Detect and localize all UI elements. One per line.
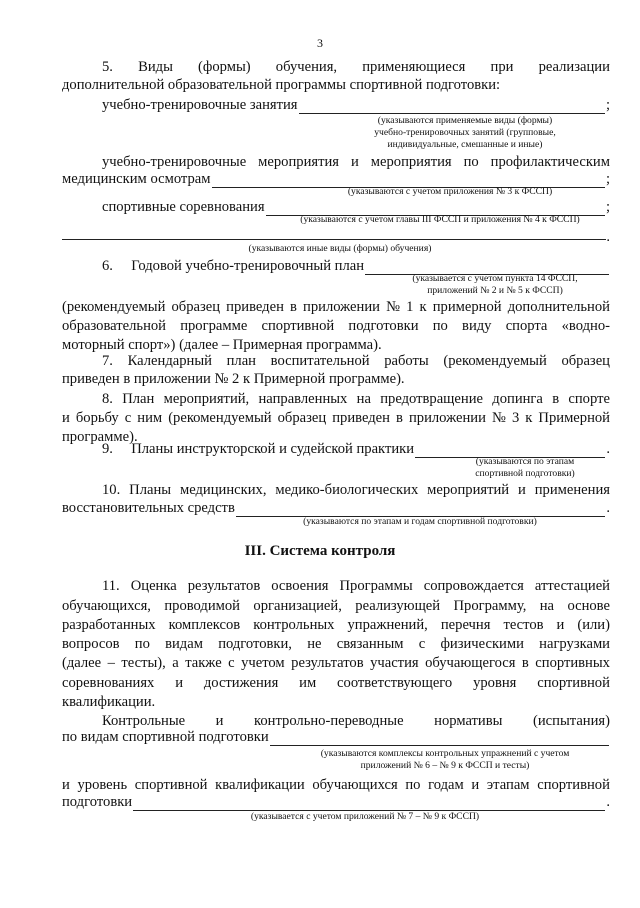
word: образец bbox=[171, 299, 221, 315]
word: соответствующего bbox=[337, 675, 453, 691]
practice-label: 9. Планы инструкторской и судейской практики bbox=[102, 441, 415, 457]
word: Программу, bbox=[453, 598, 527, 614]
practice-note-2: спортивной подготовки) bbox=[475, 468, 575, 479]
word: по bbox=[134, 636, 150, 652]
word: комплексов bbox=[168, 617, 241, 633]
word: по bbox=[463, 154, 479, 170]
norm-label: по видам спортивной подготовки bbox=[62, 729, 269, 745]
word: применения bbox=[534, 482, 610, 498]
word: допинга bbox=[492, 391, 543, 407]
word: к bbox=[525, 410, 533, 426]
word: уровня bbox=[473, 675, 517, 691]
word: работы bbox=[384, 353, 429, 369]
section11-line4 bbox=[62, 635, 610, 653]
word: спортивной bbox=[537, 777, 610, 793]
word: с bbox=[228, 655, 235, 671]
utz-note-2: учебно-тренировочных занятий (групповые, bbox=[374, 127, 556, 138]
word: и bbox=[350, 154, 359, 170]
section-heading: III. Система контроля bbox=[244, 543, 396, 559]
word: воспитательной bbox=[270, 353, 370, 369]
level-line bbox=[62, 776, 610, 794]
recovery-label: восстановительных средств bbox=[62, 500, 235, 516]
word: тесты), bbox=[121, 655, 166, 671]
comp-label: спортивные соревнования bbox=[102, 199, 265, 215]
section6-line2 bbox=[62, 317, 610, 335]
section8-line1 bbox=[62, 390, 610, 408]
word: план bbox=[226, 353, 256, 369]
word: (рекомендуемый bbox=[443, 353, 547, 369]
word: подготовки, bbox=[218, 636, 292, 652]
plan-note-1: (указывается с учетом пункта 14 ФССП, bbox=[412, 273, 578, 284]
word: Программы bbox=[339, 578, 413, 594]
section11-line3 bbox=[62, 616, 610, 634]
word: контрольно-переводные bbox=[254, 713, 404, 729]
word: Примерной bbox=[538, 410, 610, 426]
word: обучения, bbox=[275, 59, 338, 75]
word: приложении bbox=[408, 410, 486, 426]
word: спортивной bbox=[134, 777, 208, 793]
word: основе bbox=[567, 598, 610, 614]
word: приведен bbox=[226, 299, 284, 315]
word: (испытания) bbox=[533, 713, 610, 729]
word: достижения bbox=[203, 675, 279, 691]
word: 5. bbox=[102, 59, 113, 75]
norm-field-line bbox=[62, 728, 610, 746]
word: 11. bbox=[102, 578, 120, 594]
word: № bbox=[386, 299, 401, 315]
comp-end: ; bbox=[605, 199, 610, 215]
word: а bbox=[172, 655, 179, 671]
word: к bbox=[419, 299, 427, 315]
word: соревнованиях bbox=[62, 675, 155, 691]
utz-blank bbox=[299, 100, 605, 114]
word: им bbox=[299, 675, 317, 691]
word: по bbox=[432, 318, 448, 334]
word: спортивных bbox=[535, 655, 610, 671]
word: мероприятия bbox=[370, 154, 452, 170]
word: и bbox=[62, 410, 70, 426]
word: годам bbox=[428, 777, 464, 793]
word: «водно- bbox=[561, 318, 610, 334]
word: 8. bbox=[102, 391, 113, 407]
section10-line1 bbox=[62, 481, 610, 499]
word: 1 bbox=[406, 299, 414, 315]
word: аттестацией bbox=[534, 578, 610, 594]
word: примерной bbox=[432, 299, 502, 315]
section6-line3: моторный спорт») (далее – Примерная программа). bbox=[62, 337, 382, 353]
word: – bbox=[107, 655, 115, 671]
section11-line2 bbox=[62, 597, 610, 615]
section5-line2: дополнительной образовательной программы спортивной подготовки: bbox=[62, 77, 501, 93]
utz-end: ; bbox=[605, 97, 610, 113]
word: приведен bbox=[332, 410, 390, 426]
word: реализующей bbox=[355, 598, 441, 614]
word: упражнений, bbox=[347, 617, 428, 633]
norm-note-2: приложений № 6 – № 9 к ФССП и тесты) bbox=[360, 760, 530, 771]
word: при bbox=[490, 59, 514, 75]
word: учетом bbox=[241, 655, 285, 671]
word: Планы bbox=[129, 482, 172, 498]
word: спортивной bbox=[261, 318, 335, 334]
word: нормативы bbox=[434, 713, 503, 729]
level-field-line bbox=[62, 793, 610, 811]
section5-line1 bbox=[62, 58, 610, 76]
section11-line6 bbox=[62, 674, 610, 692]
word: и bbox=[471, 777, 480, 793]
utz-label: учебно-тренировочные занятия bbox=[102, 97, 298, 113]
word: и bbox=[175, 675, 184, 691]
word: не bbox=[307, 636, 322, 652]
level-note: (указывается с учетом приложений № 7 – № 9 к ФССП) bbox=[250, 811, 480, 822]
word: Контрольные bbox=[102, 713, 186, 729]
word: спорте bbox=[568, 391, 610, 407]
plan-note-2: приложений № 2 и № 5 к ФССП) bbox=[427, 285, 563, 296]
word: и bbox=[556, 617, 565, 633]
word: в bbox=[552, 391, 560, 407]
plan-label: 6. Годовой учебно-тренировочный план bbox=[102, 258, 365, 274]
word: программе bbox=[180, 318, 248, 334]
word: в bbox=[521, 655, 529, 671]
word: учебно-тренировочные bbox=[102, 154, 247, 170]
word: обучающегося bbox=[425, 655, 516, 671]
word: профилактическим bbox=[490, 154, 610, 170]
utz-note-3: индивидуальные, смешанные и иные) bbox=[387, 139, 543, 150]
word: № bbox=[491, 410, 506, 426]
word: обучающихся, bbox=[62, 598, 151, 614]
word: (формы) bbox=[198, 59, 251, 75]
other-note: (указываются иные виды (формы) обучения) bbox=[248, 243, 432, 254]
word: дополнительной bbox=[507, 299, 610, 315]
word: (рекомендуемый bbox=[168, 410, 272, 426]
word: тестов bbox=[503, 617, 544, 633]
word: виду bbox=[462, 318, 492, 334]
utz-field-line bbox=[62, 96, 610, 114]
section11-line5 bbox=[62, 654, 610, 672]
word: направленных bbox=[258, 391, 348, 407]
word: 3 bbox=[511, 410, 520, 426]
section11-line7: квалификации. bbox=[62, 694, 156, 710]
word: (рекомендуемый bbox=[62, 299, 166, 315]
page-number: 3 bbox=[317, 36, 323, 50]
norm-note-1: (указываются комплексы контрольных упражнений с учетом bbox=[320, 748, 570, 759]
word: связанным bbox=[336, 636, 404, 652]
word: мероприятий, bbox=[163, 391, 250, 407]
word: уровень bbox=[77, 777, 128, 793]
word: результатов bbox=[291, 655, 364, 671]
word: подготовки bbox=[348, 318, 419, 334]
recovery-note: (указываются по этапам и годам спортивной подготовки) bbox=[303, 516, 537, 527]
word: обучающихся bbox=[312, 777, 398, 793]
word: и bbox=[215, 713, 224, 729]
word: этапам bbox=[486, 777, 530, 793]
word: разработанных bbox=[62, 617, 156, 633]
recovery-end: . bbox=[606, 500, 610, 516]
word: образец bbox=[277, 410, 327, 426]
word: спорта bbox=[505, 318, 548, 334]
comp-note: (указываются с учетом главы III ФССП и приложения № 4 к ФССП) bbox=[300, 214, 580, 225]
word: физическими bbox=[440, 636, 524, 652]
other-end: . bbox=[606, 229, 610, 245]
word: проводимой bbox=[164, 598, 240, 614]
word: Календарный bbox=[127, 353, 212, 369]
word: (или) bbox=[577, 617, 610, 633]
word: видам bbox=[165, 636, 203, 652]
word: участия bbox=[370, 655, 419, 671]
section7-line2: приведен в приложении № 2 к Примерной программе). bbox=[62, 371, 405, 387]
word: предотвращение bbox=[380, 391, 483, 407]
section11-line1 bbox=[62, 577, 610, 595]
section6-line1 bbox=[62, 298, 610, 316]
word: Оценка bbox=[130, 578, 177, 594]
word: нагрузками bbox=[539, 636, 610, 652]
word: применяющиеся bbox=[362, 59, 466, 75]
word: квалификации bbox=[215, 777, 305, 793]
utz-note-1: (указываются применяемые виды (формы) bbox=[377, 115, 553, 126]
word: также bbox=[185, 655, 222, 671]
word: результатов bbox=[187, 578, 261, 594]
word: образец bbox=[561, 353, 610, 369]
practice-note-1: (указываются по этапам bbox=[475, 456, 575, 467]
word: на bbox=[539, 598, 555, 614]
word: мероприятия bbox=[258, 154, 340, 170]
norm-blank bbox=[270, 732, 609, 746]
word: в bbox=[396, 410, 403, 426]
level-blank bbox=[133, 797, 605, 811]
recovery-field-line bbox=[62, 499, 610, 517]
word: по bbox=[405, 777, 421, 793]
word: ним bbox=[137, 410, 163, 426]
word: с bbox=[418, 636, 426, 652]
word: (далее bbox=[62, 655, 102, 671]
word: образовательной bbox=[62, 318, 166, 334]
word: приложении bbox=[303, 299, 380, 315]
word: перечня bbox=[440, 617, 491, 633]
word: и bbox=[62, 777, 70, 793]
word: освоения bbox=[271, 578, 329, 594]
word: медицинских, bbox=[179, 482, 267, 498]
word: 10. bbox=[102, 482, 121, 498]
utm-line1 bbox=[62, 153, 610, 171]
level-label: подготовки bbox=[62, 794, 133, 810]
word: реализации bbox=[538, 59, 610, 75]
word: Виды bbox=[138, 59, 173, 75]
word: и bbox=[518, 482, 526, 498]
practice-end: . bbox=[606, 441, 610, 457]
utm-label: медицинским осмотрам bbox=[62, 171, 211, 187]
word: вопросов bbox=[62, 636, 120, 652]
recovery-blank bbox=[236, 503, 606, 517]
word: спортивной bbox=[537, 675, 610, 691]
section7-line1 bbox=[62, 352, 610, 370]
word: сопровождается bbox=[423, 578, 524, 594]
word: 7. bbox=[102, 353, 113, 369]
word: контрольных bbox=[253, 617, 335, 633]
word: борьбу bbox=[75, 410, 119, 426]
word: организацией, bbox=[253, 598, 342, 614]
word: медико-биологических bbox=[275, 482, 419, 498]
utm-note: (указываются с учетом приложения № 3 к ФССП) bbox=[347, 186, 553, 197]
section8-line2 bbox=[62, 409, 610, 427]
word: в bbox=[290, 299, 297, 315]
word: мероприятий bbox=[427, 482, 510, 498]
word: на bbox=[356, 391, 371, 407]
section8-line3: программе). bbox=[62, 429, 138, 445]
word: с bbox=[124, 410, 132, 426]
word: План bbox=[122, 391, 155, 407]
level-end: . bbox=[606, 794, 610, 810]
utm-end: ; bbox=[605, 171, 610, 187]
